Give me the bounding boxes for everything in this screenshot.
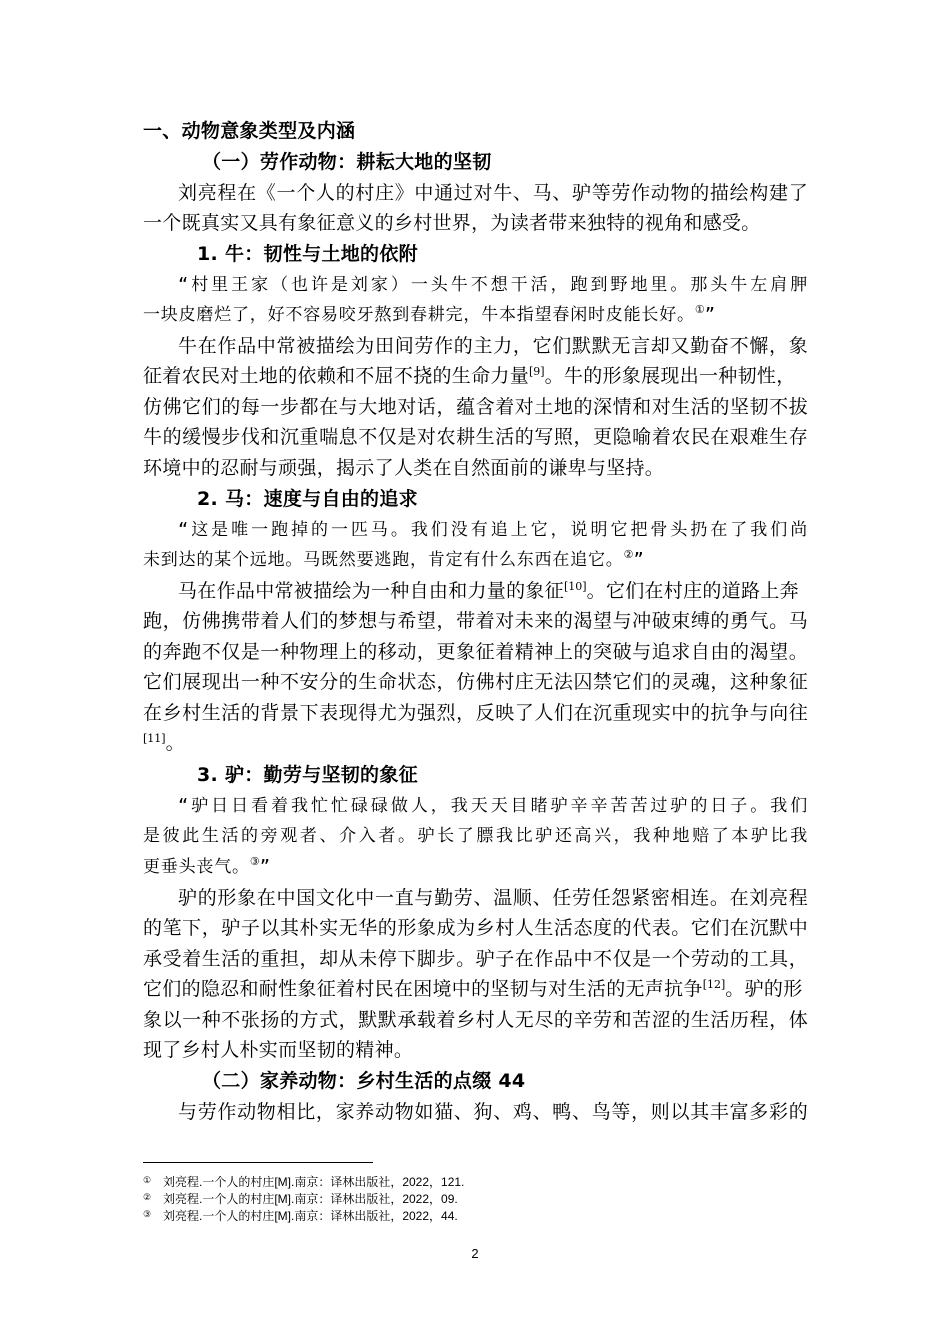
footnote-marker: ①: [143, 1175, 152, 1185]
paragraph-line: 的奔跑不仅是一种物理上的移动，更象征着精神上的突破与追求自由的渴望。: [143, 641, 808, 663]
quote-text: 更垂头丧气。: [143, 857, 250, 877]
subsection-heading-domestic-animals: （二）家养动物：乡村生活的点缀 44: [202, 1070, 526, 1092]
citation-ref[interactable]: [10]: [564, 580, 587, 593]
quote-line: [143, 852, 808, 882]
footnote: [143, 1206, 458, 1224]
paragraph-text: 它们的隐忍和耐性象征着村民在困境中的坚韧与对生活的无声抗争: [143, 978, 703, 1000]
paragraph-line: 现了乡村人朴实而坚韧的精神。: [143, 1039, 414, 1061]
paragraph-line: 象以一种不张扬的方式，默默承载着乡村人无尽的辛劳和苦涩的生活历程，体: [143, 1009, 808, 1031]
quote-close: ”: [704, 305, 716, 325]
footnote-text: 刘亮程.一个人的村庄[M].南京：译林出版社，2022，44.: [163, 1209, 458, 1223]
heading-ox: 1. 牛：韧性与土地的依附: [197, 243, 418, 265]
footnote-divider: [143, 1162, 373, 1163]
page-number: 2: [471, 1246, 479, 1261]
paragraph-text: 。: [165, 732, 185, 754]
citation-ref[interactable]: [12]: [702, 978, 726, 991]
paragraph-line: 环境中的忍耐与顽强，揭示了人类在自然面前的谦卑与坚持。: [143, 457, 665, 479]
paragraph-text: 马在作品中常被描绘为一种自由和力量的象征: [178, 580, 565, 602]
paragraph-line: 牛的缓慢步伐和沉重喘息不仅是对农耕生活的写照，更隐喻着农民在艰难生存: [143, 426, 808, 448]
citation-ref[interactable]: [9]: [529, 365, 545, 378]
paragraph-text: 。牛的形象展现出一种韧性，: [544, 365, 796, 387]
heading-horse: 2. 马：速度与自由的追求: [197, 488, 418, 510]
footnote-mark[interactable]: ①: [694, 303, 705, 316]
paragraph-text: 。它们在村庄的道路上奔: [586, 580, 799, 602]
paragraph-line: 驴的形象在中国文化中一直与勤劳、温顺、任劳任怨紧密相连。在刘亮程: [178, 887, 808, 909]
paragraph-text: 。驴的形: [725, 978, 803, 1000]
paragraph-line: 牛在作品中常被描绘为田间劳作的主力，它们默默无言却又勤奋不懈，象: [178, 335, 808, 357]
paragraph-line: 仿佛它们的每一步都在与大地对话，蕴含着对土地的深情和对生活的坚韧不拔: [143, 396, 808, 418]
paragraph-text: 征着农民对土地的依赖和不屈不挠的生命力量: [143, 365, 530, 387]
citation-ref[interactable]: [11]: [143, 732, 166, 745]
paragraph-line: [143, 728, 808, 758]
quote-close: ”: [259, 857, 271, 877]
quote-line: “驴日日看着我忙忙碌碌做人，我天天目睹驴辛辛苦苦过驴的日子。我们: [178, 796, 808, 816]
paragraph-line: [178, 576, 843, 606]
footnote: [143, 1172, 464, 1190]
quote-text: 未到达的某个远地。马既然要逃跑，肯定有什么东西在追它。: [143, 550, 624, 570]
paragraph-line: [143, 974, 808, 1004]
footnote-marker: ③: [143, 1209, 152, 1219]
quote-line: 是彼此生活的旁观者、介入者。驴长了膘我比驴还高兴，我种地赔了本驴比我: [143, 826, 808, 846]
quote-text: 一块皮磨烂了，好不容易咬牙熬到春耕完，牛本指望春闲时皮能长好。: [143, 305, 695, 325]
quote-line: [143, 300, 808, 330]
footnote-text: 刘亮程.一个人的村庄[M].南京：译林出版社，2022，121.: [163, 1175, 465, 1189]
footnote: [143, 1189, 458, 1207]
footnote-mark[interactable]: ②: [623, 548, 634, 561]
paragraph-line: 一个既真实又具有象征意义的乡村世界，为读者带来独特的视角和感受。: [143, 212, 761, 234]
paragraph-line: 的笔下，驴子以其朴实无华的形象成为乡村人生活态度的代表。它们在沉默中: [143, 917, 808, 939]
footnote-text: 刘亮程.一个人的村庄[M].南京：译林出版社，2022，09.: [163, 1192, 458, 1206]
heading-donkey: 3. 驴：勤劳与坚韧的象征: [197, 764, 418, 786]
paragraph-line: 承受着生活的重担，却从未停下脚步。驴子在作品中不仅是一个劳动的工具，: [143, 948, 808, 970]
paragraph-line: 与劳作动物相比，家养动物如猫、狗、鸡、鸭、鸟等，则以其丰富多彩的: [178, 1101, 808, 1123]
footnote-mark[interactable]: ③: [249, 855, 260, 868]
quote-line: “村里王家（也许是刘家）一头牛不想干活，跑到野地里。那头牛左肩胛: [178, 275, 808, 295]
section-heading: 一、动物意象类型及内涵: [143, 120, 356, 142]
paragraph-line: 在乡村生活的背景下表现得尤为强烈，反映了人们在沉重现实中的抗争与向往: [143, 702, 808, 724]
paragraph-line: 它们展现出一种不安分的生命状态，仿佛村庄无法囚禁它们的灵魂，这种象征: [143, 671, 808, 693]
paragraph-line: [143, 361, 808, 391]
paragraph-line: 刘亮程在《一个人的村庄》中通过对牛、马、驴等劳作动物的描绘构建了: [178, 182, 808, 204]
footnote-marker: ②: [143, 1192, 152, 1202]
quote-line: “这是唯一跑掉的一匹马。我们没有追上它，说明它把骨头扔在了我们尚: [178, 520, 808, 540]
quote-line: [143, 545, 808, 575]
paragraph-line: 跑，仿佛携带着人们的梦想与希望，带着对未来的渴望与冲破束缚的勇气。马: [143, 610, 808, 632]
subsection-heading-labor-animals: （一）劳作动物：耕耘大地的坚韧: [202, 151, 492, 173]
quote-close: ”: [633, 550, 645, 570]
